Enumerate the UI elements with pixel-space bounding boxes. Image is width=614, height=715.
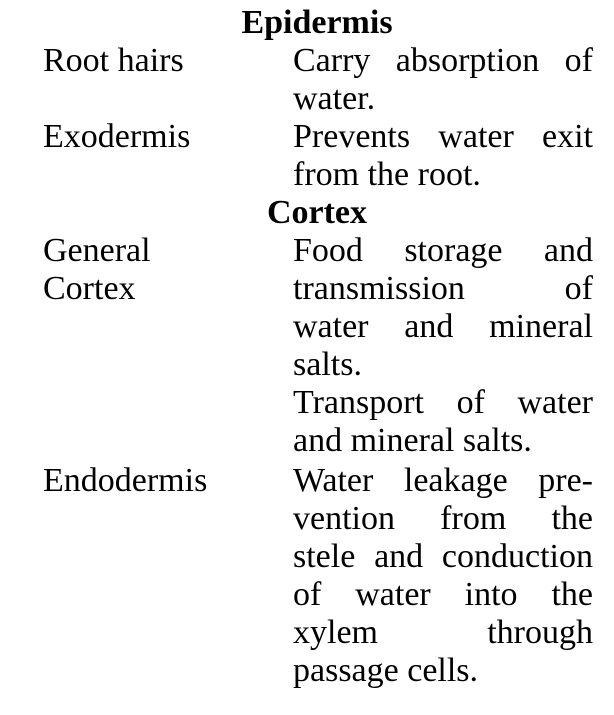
desc-line: and mineral salts. [293,422,532,459]
term-exodermis [43,118,283,156]
desc-line: xylem through [293,614,593,651]
desc-line: of water into the [293,576,593,613]
term-endodermis [43,462,283,500]
desc-line: stele and conduction [293,538,593,575]
term-line: Exodermis [43,118,191,155]
desc-line: vention from the [293,500,593,537]
desc-line: Food storage and [293,232,593,269]
section-heading-cortex: Cortex [266,194,368,231]
term-line: Endodermis [43,462,208,499]
desc-line: transmission of [293,270,593,307]
desc-line: Transport of water [293,384,593,421]
desc-line: water and mineral [293,308,593,345]
desc-line: passage cells. [293,652,479,689]
desc-line: water. [293,80,376,117]
desc-line: Carry absorption of [293,42,593,79]
desc-line: from the root. [293,156,481,193]
term-line: Root hairs [43,42,184,79]
term-line: General [43,232,151,269]
term-root-hairs [43,42,283,80]
desc-exodermis [293,118,593,194]
section-heading-epidermis: Epidermis [241,4,393,41]
term-line: Cortex [43,270,136,307]
desc-line: Water leakage pre- [293,462,593,499]
desc-line: salts. [293,346,362,383]
desc-line: Prevents water exit [293,118,593,155]
term-general-cortex [43,232,283,308]
desc-endodermis [293,462,593,690]
desc-general-cortex [293,232,593,460]
desc-root-hairs [293,42,593,118]
